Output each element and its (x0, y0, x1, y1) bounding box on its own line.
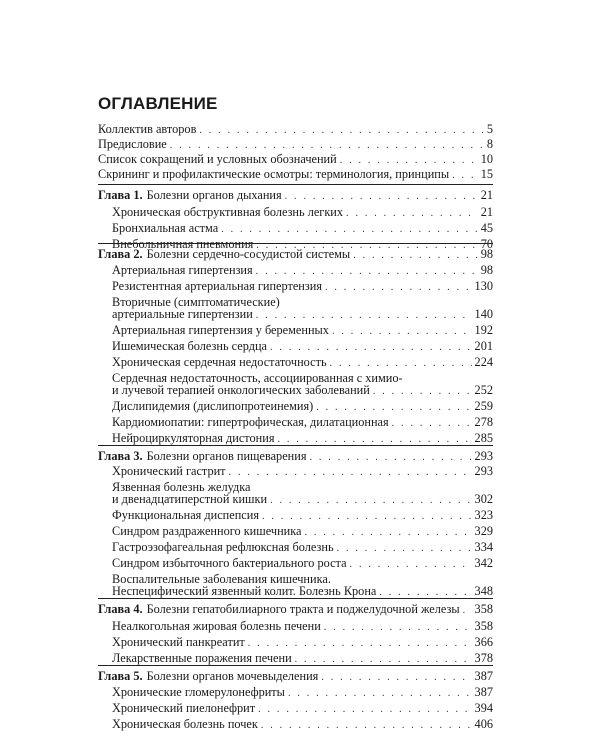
toc-entry[interactable] (112, 414, 493, 430)
page-number: 21 (480, 188, 493, 202)
entry-title: Болезни органов пищеварения (146, 449, 307, 463)
page-number: 45 (480, 221, 493, 235)
page-number: 285 (474, 431, 493, 445)
page-number: 98 (480, 247, 493, 261)
page-number: 387 (474, 685, 493, 699)
toc-entry[interactable] (98, 151, 493, 167)
toc-entry[interactable] (112, 716, 493, 732)
section-divider (98, 445, 493, 446)
dot-leader (463, 603, 472, 619)
page-number: 378 (474, 651, 493, 665)
entry-title: Болезни сердечно-сосудистой системы (146, 247, 351, 261)
page-number: 98 (480, 263, 493, 277)
page-number: 387 (474, 669, 493, 683)
toc-entry[interactable] (112, 430, 493, 446)
toc-chapter-heading[interactable] (98, 448, 493, 464)
page-number: 224 (474, 355, 493, 369)
toc-entry[interactable] (112, 507, 493, 523)
entry-title: Гастроэзофагеальная рефлюксная болезнь (112, 540, 334, 554)
entry-title: Хронический панкреатит (112, 635, 245, 649)
section-divider (98, 665, 493, 666)
entry-title: артериальные гипертензии (112, 307, 253, 321)
toc-entry[interactable] (112, 338, 493, 354)
entry-title: Ишемическая болезнь сердца (112, 339, 268, 353)
entry-title: Хроническая болезнь почек (112, 717, 258, 731)
page-number: 293 (474, 464, 493, 478)
entry-title: Бронхиальная астма (112, 221, 219, 235)
page-number: 201 (474, 339, 493, 353)
entry-title: Воспалительные заболевания кишечника. (112, 572, 331, 586)
dot-leader (285, 189, 478, 205)
page-number: 334 (474, 540, 493, 554)
chapter-number: Глава 1. (98, 188, 143, 202)
entry-title: Лекарственные поражения печени (112, 651, 292, 665)
page-number: 192 (474, 323, 493, 337)
toc-entry[interactable] (112, 634, 493, 650)
page-number: 302 (474, 492, 493, 506)
entry-title: Болезни органов мочевыделения (146, 669, 319, 683)
toc-entry[interactable] (112, 539, 493, 555)
toc-entry[interactable] (98, 121, 493, 137)
page-number: 8 (486, 137, 493, 151)
entry-title: Дислипидемия (дислипопротеинемия) (112, 399, 314, 413)
entry-title: Синдром раздраженного кишечника (112, 524, 302, 538)
page-number: 10 (480, 152, 493, 166)
page-number: 406 (474, 717, 493, 731)
toc-entry[interactable] (112, 262, 493, 278)
toc-entry[interactable] (112, 354, 493, 370)
entry-title: Неалкогольная жировая болезнь печени (112, 619, 321, 633)
entry-title: Язвенная болезнь желудка (112, 480, 251, 494)
page-number: 348 (474, 584, 493, 598)
entry-title: Хроническая сердечная недостаточность (112, 355, 327, 369)
toc-chapter-heading[interactable] (98, 246, 493, 262)
page-number: 358 (474, 602, 493, 616)
entry-title: Сердечная недостаточность, ассоциированная с химио- (112, 371, 403, 385)
toc-entry[interactable] (98, 166, 493, 182)
section-divider (98, 184, 493, 185)
chapter-number: Глава 5. (98, 669, 143, 683)
page-number: 293 (474, 449, 493, 463)
entry-title: Вторичные (симптоматические) (112, 295, 280, 309)
page-number: 323 (474, 508, 493, 522)
toc-entry[interactable] (112, 278, 493, 294)
toc-entry[interactable] (112, 700, 493, 716)
toc-entry[interactable] (112, 398, 493, 414)
toc-chapter-heading[interactable] (98, 668, 493, 684)
entry-title: Артериальная гипертензия у беременных (112, 323, 329, 337)
toc-entry[interactable] (98, 136, 493, 152)
toc-entry[interactable] (112, 382, 493, 398)
page-number: 21 (480, 205, 493, 219)
toc-entry[interactable] (112, 650, 493, 666)
chapter-number: Глава 2. (98, 247, 143, 261)
entry-title: Скрининг и профилактические осмотры: терминология, принципы (98, 167, 450, 181)
entry-title: Коллектив авторов (98, 122, 197, 136)
page-number: 70 (480, 237, 493, 251)
page-number: 140 (474, 307, 493, 321)
toc-entry[interactable] (112, 204, 493, 220)
entry-title: Синдром избыточного бактериального роста (112, 556, 347, 570)
dot-leader (261, 718, 472, 734)
section-divider (98, 598, 493, 599)
toc-entry[interactable] (112, 523, 493, 539)
page-number: 329 (474, 524, 493, 538)
entry-title: Кардиомиопатии: гипертрофическая, дилатационная (112, 415, 389, 429)
dot-leader (452, 168, 478, 184)
entry-title: Нейроциркуляторная дистония (112, 431, 275, 445)
entry-title: Предисловие (98, 137, 167, 151)
page-number: 5 (486, 122, 493, 136)
entry-title: Резистентная артериальная гипертензия (112, 279, 322, 293)
entry-title: Неспецифический язвенный колит. Болезнь Крона (112, 584, 377, 598)
page-number: 342 (474, 556, 493, 570)
page-number: 358 (474, 619, 493, 633)
section-divider (98, 243, 493, 244)
entry-title: Внебольничная пневмония (112, 237, 254, 251)
toc-chapter-heading[interactable] (98, 187, 493, 203)
toc-entry[interactable] (112, 463, 493, 479)
toc-entry[interactable] (112, 583, 493, 599)
entry-title: Артериальная гипертензия (112, 263, 253, 277)
toc-entry[interactable] (112, 306, 493, 322)
page-number: 394 (474, 701, 493, 715)
page-title: ОГЛАВЛЕНИЕ (98, 94, 218, 113)
entry-title: Хронический пиелонефрит (112, 701, 256, 715)
page-number: 130 (474, 279, 493, 293)
page-number: 259 (474, 399, 493, 413)
toc-entry[interactable] (112, 220, 493, 236)
entry-title: и лучевой терапией онкологических заболеваний (112, 383, 370, 397)
chapter-number: Глава 4. (98, 602, 143, 616)
page-number: 278 (474, 415, 493, 429)
entry-title: и двенадцатиперстной кишки (112, 492, 268, 506)
page-number: 15 (480, 167, 493, 181)
toc-chapter-heading[interactable] (98, 601, 493, 617)
toc-entry[interactable] (112, 491, 493, 507)
entry-title: Функциональная диспепсия (112, 508, 259, 522)
toc-entry[interactable] (112, 555, 493, 571)
entry-title: Список сокращений и условных обозначений (98, 152, 337, 166)
chapter-number: Глава 3. (98, 449, 143, 463)
page-number: 366 (474, 635, 493, 649)
toc-entry[interactable] (112, 684, 493, 700)
entry-title: Хронические гломерулонефриты (112, 685, 285, 699)
toc-entry[interactable] (112, 618, 493, 634)
page-number: 252 (474, 383, 493, 397)
entry-title: Хронический гастрит (112, 464, 226, 478)
entry-title: Хроническая обструктивная болезнь легких (112, 205, 344, 219)
entry-title: Болезни органов дыхания (146, 188, 282, 202)
toc-entry[interactable] (112, 322, 493, 338)
entry-title: Болезни гепатобилиарного тракта и поджелудочной железы (146, 602, 460, 616)
